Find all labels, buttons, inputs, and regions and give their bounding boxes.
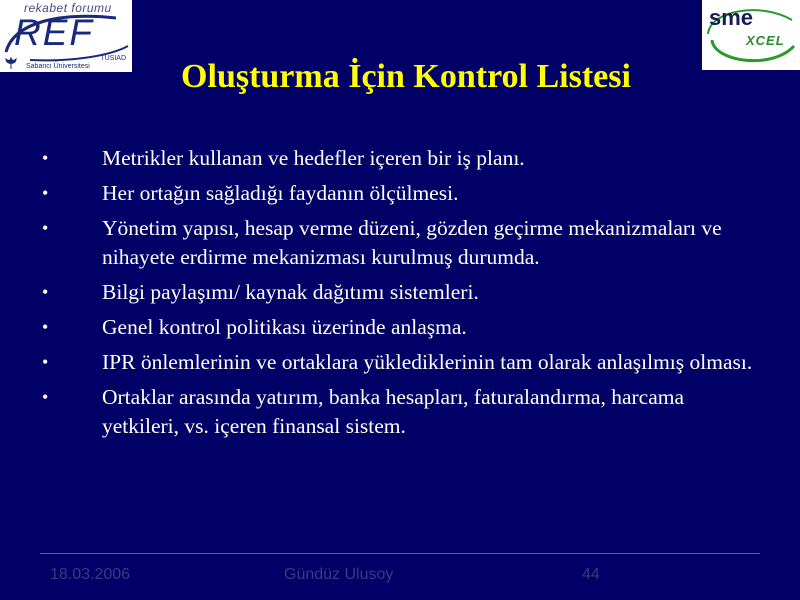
footer-date: 18.03.2006 (50, 566, 131, 583)
footer-author: Gündüz Ulusoy (284, 566, 394, 583)
bullet-text: Bilgi paylaşımı/ kaynak dağıtımı sistemleri. (102, 280, 479, 304)
bullet-item (40, 214, 760, 272)
footer-page-number: 44 (582, 566, 600, 583)
logo-brand-xcel: XCEL (746, 33, 785, 48)
logo-tagline: rekabet forumu (24, 1, 112, 15)
bullet-icon: • (42, 352, 49, 372)
bullet-list (40, 144, 760, 447)
bullet-text: Ortaklar arasında yatırım, banka hesapları, faturalandırma, harcama yetkileri, vs. içeren finansal sistem. (102, 385, 685, 438)
logo-sub-tusiad: TUSIAD (100, 55, 126, 62)
bullet-icon: • (42, 183, 49, 203)
bullet-item (40, 144, 760, 173)
logo-brand-sme: sme (709, 5, 754, 30)
bullet-item (40, 313, 760, 342)
slide-title: Oluşturma İçin Kontrol Listesi (181, 58, 631, 95)
logo-sub-university: Sabancı Üniversitesi (26, 63, 90, 70)
bullet-item (40, 348, 760, 377)
bullet-text: Metrikler kullanan ve hedefler içeren bir iş planı. (102, 146, 525, 170)
bullet-icon: • (42, 282, 49, 302)
bullet-text: Yönetim yapısı, hesap verme düzeni, gözden geçirme mekanizmaları ve nihayete erdirme mekanizması kurulmuş durumda. (102, 216, 722, 269)
bullet-item (40, 179, 760, 208)
bullet-icon: • (42, 148, 49, 168)
bullet-icon: • (42, 387, 49, 407)
bullet-icon: • (42, 218, 49, 238)
bullet-icon: • (42, 317, 49, 337)
bullet-text: Genel kontrol politikası üzerinde anlaşma. (102, 315, 467, 339)
bullet-text: IPR önlemlerinin ve ortaklara yüklediklerinin tam olarak anlaşılmış olması. (102, 350, 753, 374)
footer-divider (40, 553, 760, 554)
bullet-item (40, 278, 760, 307)
logo-mark: REF (14, 12, 94, 53)
bullet-text: Her ortağın sağladığı faydanın ölçülmesi. (102, 181, 459, 205)
bullet-item (40, 383, 760, 441)
